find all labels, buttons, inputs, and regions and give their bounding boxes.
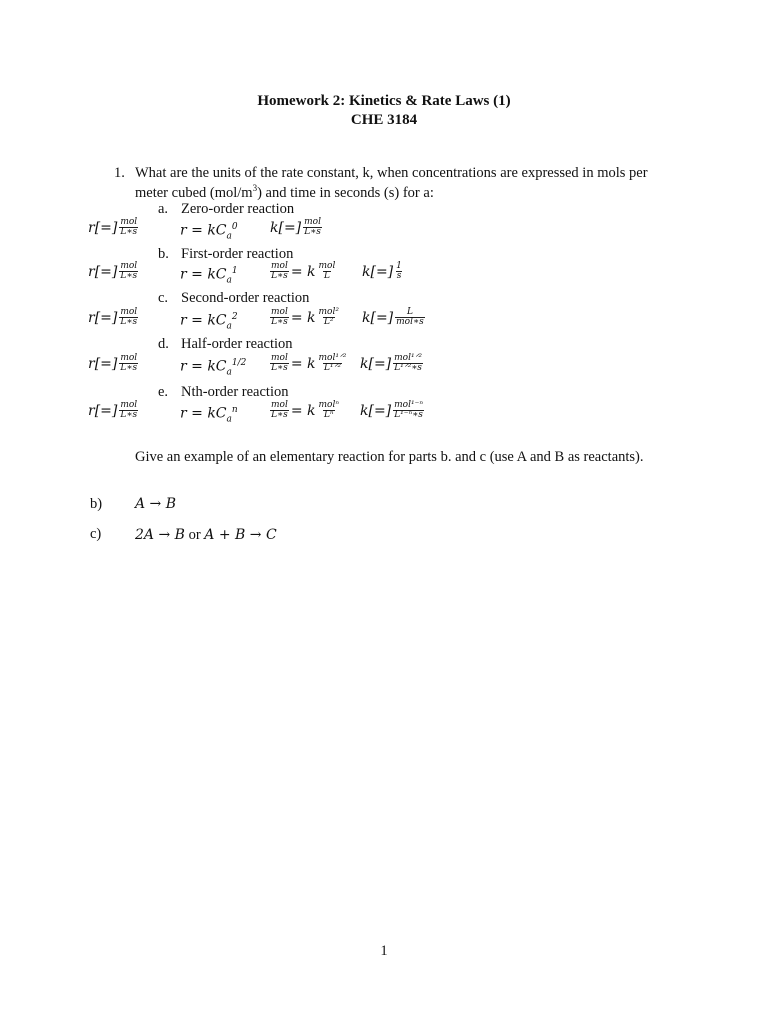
- rhs-den: L: [323, 271, 330, 282]
- rhs-den: Lⁿ: [323, 410, 334, 421]
- r-units-den: L∗s: [120, 410, 138, 421]
- r-units-fraction: [270, 401, 289, 421]
- part-e-rate-law: [180, 405, 238, 424]
- k-units-den: L¹ᐟ²∗s: [394, 363, 422, 374]
- part-d-rate-law: [180, 358, 246, 377]
- r-units-prefix: r[=]: [88, 219, 118, 236]
- k-units-den: s: [396, 271, 402, 282]
- rate-sub: a: [226, 367, 232, 378]
- answer-c-or: or: [184, 527, 205, 543]
- r-units-fraction: [119, 354, 138, 374]
- page-number: 1: [380, 943, 388, 959]
- part-c-letter: c.: [158, 290, 169, 306]
- part-a-rate-law: [180, 222, 238, 241]
- rhs-num: mol²: [318, 307, 339, 317]
- rhs-den: L²: [323, 317, 334, 328]
- rate-lhs: r = kC: [180, 222, 227, 239]
- r-units-den: L∗s: [271, 271, 288, 282]
- order-exp: 1/2: [231, 358, 247, 368]
- r-units-fraction: [119, 308, 138, 328]
- k-prefix: k[=]: [362, 263, 394, 280]
- r-units-den: L∗s: [120, 227, 138, 238]
- order-exp: 1: [231, 266, 238, 276]
- order-exp: 2: [231, 312, 238, 322]
- r-units-num: mol: [271, 261, 288, 271]
- part-b-k-units: [362, 262, 405, 282]
- answer-c-equation: [135, 526, 277, 544]
- rate-lhs: r = kC: [180, 405, 227, 422]
- part-a-r-units: [88, 218, 140, 238]
- r-units-num: mol: [271, 400, 288, 410]
- part-c-units-equation: [268, 308, 342, 328]
- r-units-den: L∗s: [120, 363, 138, 374]
- part-a-letter: a.: [158, 201, 169, 217]
- k-units-den: mol∗s: [396, 317, 424, 328]
- r-units-prefix: r[=]: [88, 402, 118, 419]
- k-units-num: mol¹⁻ⁿ: [394, 400, 423, 410]
- r-units-prefix: r[=]: [88, 263, 118, 280]
- k-prefix: k[=]: [360, 355, 392, 372]
- part-b-letter: b.: [158, 246, 169, 262]
- part-a-label: Zero-order reaction: [181, 201, 295, 217]
- k-prefix: k[=]: [362, 309, 394, 326]
- k-units-fraction: [393, 401, 424, 421]
- part-d-units-equation: [268, 354, 349, 374]
- course-code: CHE 3184: [350, 112, 418, 128]
- part-b-units-equation: [268, 262, 338, 282]
- question-text-line2: [135, 183, 434, 202]
- document-title: Homework 2: Kinetics & Rate Laws (1): [257, 93, 511, 109]
- part-c-rate-law: [180, 312, 238, 331]
- r-units-num: mol: [271, 353, 288, 363]
- r-units-den: L∗s: [271, 410, 288, 421]
- eq-k: = k: [290, 355, 316, 372]
- eq-k: = k: [290, 309, 316, 326]
- rhs-num: mol: [318, 261, 336, 271]
- part-d-k-units: [360, 354, 425, 374]
- answer-c-eq1: 2A → B: [135, 527, 185, 543]
- r-units-num: mol: [271, 307, 288, 317]
- r-units-num: mol: [120, 217, 138, 227]
- rhs-fraction: [318, 262, 337, 282]
- rate-lhs: r = kC: [180, 358, 227, 375]
- answer-c-eq2: A + B → C: [204, 527, 277, 543]
- part-b-r-units: [88, 262, 140, 282]
- r-units-prefix: r[=]: [88, 309, 118, 326]
- r-units-num: mol: [120, 261, 138, 271]
- k-units-num: 1: [396, 261, 402, 271]
- rhs-num: molⁿ: [318, 400, 339, 410]
- part-c-label: Second-order reaction: [181, 290, 310, 306]
- k-units-num: mol¹ᐟ²: [394, 353, 422, 363]
- part-d-r-units: [88, 354, 140, 374]
- k-units-den: L∗s: [304, 227, 321, 238]
- part-e-label: Nth-order reaction: [181, 384, 289, 400]
- question-text-line2-post: ) and time in seconds (s) for a:: [257, 184, 434, 201]
- r-units-den: L∗s: [120, 317, 138, 328]
- part-d-label: Half-order reaction: [181, 336, 293, 352]
- rhs-den: L¹ᐟ²: [323, 363, 341, 374]
- k-units-den: L¹⁻ⁿ∗s: [394, 410, 423, 421]
- r-units-fraction: [270, 354, 289, 374]
- rate-sub: a: [226, 231, 232, 242]
- r-units-num: mol: [120, 400, 138, 410]
- k-units-num: L: [406, 307, 413, 317]
- rhs-num: mol¹ᐟ²: [318, 353, 347, 363]
- r-units-den: L∗s: [271, 317, 288, 328]
- r-units-num: mol: [120, 353, 138, 363]
- rate-lhs: r = kC: [180, 266, 227, 283]
- part-b-label: First-order reaction: [181, 246, 294, 262]
- part-e-letter: e.: [158, 384, 169, 400]
- r-units-fraction: [270, 262, 289, 282]
- part-e-units-equation: [268, 401, 342, 421]
- part-e-k-units: [360, 401, 426, 421]
- k-units-fraction: [393, 354, 423, 374]
- part-c-k-units: [362, 308, 427, 328]
- question-text-line1: What are the units of the rate constant, k, when concentrations are expressed in mols per: [135, 165, 648, 181]
- r-units-fraction: [119, 401, 138, 421]
- answer-c-label: c): [90, 526, 102, 542]
- k-prefix: k[=]: [360, 402, 392, 419]
- question-text-line2-sup: 3: [252, 183, 258, 193]
- k-units-num: mol: [304, 217, 321, 227]
- r-units-den: L∗s: [120, 271, 138, 282]
- eq-k: = k: [290, 263, 316, 280]
- rhs-fraction: [318, 401, 340, 421]
- k-units-fraction: [395, 262, 403, 282]
- part-e-r-units: [88, 401, 140, 421]
- r-units-fraction: [270, 308, 289, 328]
- rate-sub: a: [226, 275, 232, 286]
- r-units-fraction: [119, 218, 138, 238]
- part-d-letter: d.: [158, 336, 169, 352]
- r-units-num: mol: [120, 307, 138, 317]
- rhs-fraction: [318, 354, 348, 374]
- eq-k: = k: [290, 402, 316, 419]
- r-units-prefix: r[=]: [88, 355, 118, 372]
- part-c-r-units: [88, 308, 140, 328]
- order-exp: 0: [231, 222, 238, 232]
- followup-text: Give an example of an elementary reaction for parts b. and c (use A and B as reactants).: [135, 449, 644, 465]
- rhs-fraction: [318, 308, 340, 328]
- k-units-fraction: [395, 308, 425, 328]
- r-units-fraction: [119, 262, 138, 282]
- k-prefix: k[=]: [270, 219, 302, 236]
- question-number: 1.: [114, 165, 125, 181]
- answer-b-equation: A → B: [135, 496, 177, 512]
- rate-lhs: r = kC: [180, 312, 227, 329]
- r-units-den: L∗s: [271, 363, 288, 374]
- part-a-k-units: [270, 218, 324, 238]
- rate-sub: a: [226, 414, 232, 425]
- k-units-fraction: [303, 218, 322, 238]
- order-exp: n: [231, 405, 238, 415]
- answer-b-label: b): [90, 496, 103, 512]
- part-b-rate-law: [180, 266, 238, 285]
- question-text-line2-pre: meter cubed (mol/m: [135, 184, 253, 201]
- rate-sub: a: [226, 321, 232, 332]
